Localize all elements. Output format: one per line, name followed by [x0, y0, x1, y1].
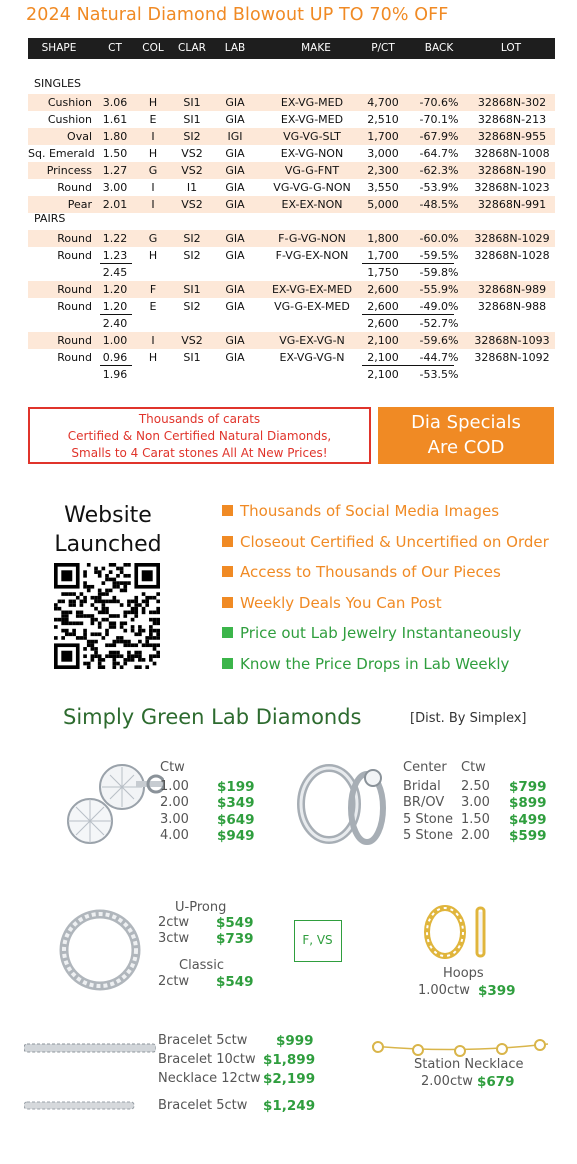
cell-lab: GIA — [225, 351, 245, 364]
cell-shape: Sq. Emerald — [28, 147, 95, 160]
cell-clar: I1 — [186, 181, 198, 194]
cell-pct: 2,100 — [367, 368, 399, 381]
table-row — [28, 315, 555, 332]
cell-col: G — [148, 232, 158, 245]
stud-price: $349 — [217, 795, 255, 812]
stud-earrings-icon — [24, 745, 164, 855]
stud-ctw: 2.00 — [160, 795, 189, 811]
cell-pct: 3,000 — [367, 147, 399, 160]
cell-lot: 32868N-1028 — [474, 249, 550, 262]
cell-make: EX-EX-NON — [281, 198, 343, 211]
cell-col: F — [149, 283, 157, 296]
cell-col: G — [148, 164, 158, 177]
cell-shape: Cushion — [47, 96, 92, 109]
stud-price: $649 — [217, 811, 255, 828]
cell-shape: Pear — [67, 198, 92, 211]
col-shape-header: SHAPE — [41, 42, 77, 54]
cell-back: -70.6% — [419, 96, 459, 109]
table-row — [28, 366, 555, 383]
cell-ct: 2.45 — [102, 266, 128, 279]
cell-lot: 32868N-1008 — [474, 147, 550, 160]
cell-ct: 1.61 — [102, 113, 128, 126]
cell-lot: 32868N-991 — [477, 198, 547, 211]
cell-pct: 2,100 — [367, 334, 399, 347]
cell-back: -44.7% — [419, 351, 459, 364]
cell-clar: VS2 — [181, 164, 203, 177]
pairs-label: PAIRS — [34, 212, 66, 225]
bracelet-name: Bracelet 5ctw — [158, 1098, 248, 1113]
cell-make: EX-VG-MED — [280, 113, 344, 126]
cell-col: H — [148, 147, 158, 160]
cell-pct: 2,510 — [367, 113, 399, 126]
hoops-label: Hoops — [443, 966, 484, 981]
table-row — [28, 128, 555, 145]
cell-col: I — [151, 198, 155, 211]
col-clar-header: CLAR — [178, 42, 206, 54]
ring-name: 5 Stone — [403, 811, 453, 827]
bullet-square-icon — [222, 536, 233, 547]
cell-shape: Round — [57, 181, 92, 194]
ring-name: 5 Stone — [403, 827, 453, 843]
cell-ct: 1.22 — [102, 232, 128, 245]
hoops-price: $399 — [478, 983, 516, 999]
bracelet-price: $1,899 — [263, 1052, 316, 1068]
table-row — [28, 332, 555, 349]
ring-ctw: 2.00 — [461, 827, 490, 843]
cell-ct: 3.06 — [102, 96, 128, 109]
ring-name: Bridal — [403, 779, 441, 794]
table-row — [28, 196, 555, 213]
hoops-ctw: 1.00ctw — [418, 983, 470, 998]
station-ctw: 2.00ctw — [421, 1074, 473, 1089]
hoop-earrings-icon — [415, 900, 505, 962]
cell-lab: GIA — [225, 181, 245, 194]
cell-back: -59.6% — [419, 334, 459, 347]
cell-lab: GIA — [225, 113, 245, 126]
cell-ct: 1.27 — [102, 164, 128, 177]
bracelet-name: Bracelet 10ctw — [158, 1052, 256, 1067]
col-make-header: MAKE — [301, 42, 331, 54]
bracelet-name: Bracelet 5ctw — [158, 1033, 248, 1048]
cell-clar: SI2 — [183, 300, 201, 313]
uprong-price: $549 — [216, 915, 254, 931]
cell-col: I — [151, 181, 155, 194]
cell-pct: 3,550 — [367, 181, 399, 194]
cell-pct: 4,700 — [367, 96, 399, 109]
cell-lab: IGI — [227, 130, 243, 143]
website-title: Launched — [54, 532, 162, 557]
table-row — [28, 349, 555, 366]
feature-text: Know the Price Drops in Lab Weekly — [240, 654, 510, 673]
table-row — [28, 145, 555, 162]
cell-make: VG-EX-VG-N — [279, 334, 345, 347]
table-row — [28, 111, 555, 128]
studs-header: Ctw — [160, 760, 185, 775]
table-header-row — [28, 38, 555, 59]
cell-back: -67.9% — [419, 130, 459, 143]
uprong-price: $739 — [216, 931, 254, 947]
rings-header-center: Center — [403, 760, 447, 775]
cell-make: VG-G-FNT — [284, 164, 340, 177]
cell-col: I — [151, 334, 155, 347]
cell-ct: 0.96 — [102, 351, 128, 364]
cell-make: EX-VG-EX-MED — [271, 283, 353, 296]
col-col-header: COL — [142, 42, 164, 54]
cell-make: EX-VG-MED — [280, 96, 344, 109]
cell-lot: 32868N-213 — [477, 113, 547, 126]
cell-pct: 1,800 — [367, 232, 399, 245]
cell-shape: Princess — [46, 164, 92, 177]
cell-col: H — [148, 351, 158, 364]
cell-shape: Cushion — [47, 113, 92, 126]
bracelet-price: $1,249 — [263, 1098, 316, 1114]
cell-back: -49.0% — [419, 300, 459, 313]
cell-ct: 1.00 — [102, 334, 128, 347]
cell-make: EX-VG-VG-N — [279, 351, 345, 364]
classic-price: $549 — [216, 974, 254, 990]
lab-title: Simply Green Lab Diamonds — [63, 705, 362, 729]
stud-price: $949 — [217, 827, 255, 844]
bracelet-name: Necklace 12ctw — [158, 1071, 261, 1086]
col-lot-header: LOT — [500, 42, 522, 54]
ring-ctw: 1.50 — [461, 811, 490, 827]
cell-clar: SI2 — [183, 249, 201, 262]
stud-ctw: 1.00 — [160, 779, 189, 794]
cell-lot: 32868N-302 — [477, 96, 547, 109]
table-row — [28, 94, 555, 111]
cell-back: -53.9% — [419, 181, 459, 194]
table-row — [28, 264, 555, 281]
cell-col: H — [148, 249, 158, 262]
cell-lab: GIA — [225, 249, 245, 262]
cell-col: I — [151, 130, 155, 143]
headline: 2024 Natural Diamond Blowout UP TO 70% OFF — [26, 5, 449, 25]
cell-back: -59.8% — [419, 266, 459, 279]
cell-lab: GIA — [225, 96, 245, 109]
table-row — [28, 247, 555, 264]
cell-shape: Round — [57, 283, 92, 296]
bullet-square-icon — [222, 627, 233, 638]
cell-shape: Round — [57, 334, 92, 347]
cell-shape: Round — [57, 351, 92, 364]
cell-lot: 32868N-1023 — [474, 181, 550, 194]
uprong-label: U-Prong — [175, 900, 227, 915]
cell-lot: 32868N-989 — [477, 283, 547, 296]
cell-clar: SI2 — [183, 130, 201, 143]
cell-shape: Oval — [67, 130, 92, 143]
cell-make: F-G-VG-NON — [278, 232, 346, 245]
website-title: Website — [64, 503, 152, 528]
lab-dist: [Dist. By Simplex] — [410, 711, 527, 726]
cell-clar: SI2 — [183, 232, 201, 245]
cell-make: F-VG-EX-NON — [275, 249, 349, 262]
cell-lot: 32868N-1093 — [474, 334, 550, 347]
feature-text: Thousands of Social Media Images — [240, 502, 500, 520]
cell-ct: 1.80 — [102, 130, 128, 143]
feature-text: Closeout Certified & Uncertified on Order — [240, 532, 549, 551]
qr-code-icon[interactable] — [54, 563, 160, 669]
ring-ctw: 3.00 — [461, 795, 490, 811]
grade-text: F, VS — [302, 933, 333, 947]
cell-back: -62.3% — [419, 164, 459, 177]
ring-price: $599 — [509, 827, 547, 844]
cell-ct: 2.40 — [102, 317, 128, 330]
promo-line: Smalls to 4 Carat stones All At New Prices! — [71, 446, 328, 460]
cell-lab: GIA — [225, 164, 245, 177]
rings-header-ctw: Ctw — [461, 760, 486, 775]
grade-box — [294, 920, 342, 962]
feature-text: Price out Lab Jewelry Instantaneously — [240, 624, 522, 642]
feature-text: Access to Thousands of Our Pieces — [240, 563, 501, 581]
col-ct-header: CT — [108, 42, 122, 54]
table-row — [28, 298, 555, 315]
cell-back: -64.7% — [419, 147, 459, 160]
cell-shape: Round — [57, 249, 92, 262]
bullet-square-icon — [222, 566, 233, 577]
cell-back: -52.7% — [419, 317, 459, 330]
cell-lab: GIA — [225, 232, 245, 245]
cell-ct: 3.00 — [102, 181, 128, 194]
col-back-header: BACK — [424, 42, 454, 54]
cell-lab: GIA — [225, 283, 245, 296]
col-pct-header: P/CT — [371, 42, 395, 54]
cell-ct: 1.23 — [102, 249, 128, 262]
cell-pct: 2,600 — [367, 317, 399, 330]
cell-clar: SI1 — [183, 351, 201, 364]
stud-ctw: 3.00 — [160, 811, 189, 827]
cell-back: -53.5% — [419, 368, 459, 381]
feature-text: Weekly Deals You Can Post — [240, 593, 442, 612]
table-row — [28, 179, 555, 196]
cell-col: E — [149, 300, 157, 313]
cell-col: H — [148, 96, 158, 109]
cod-line: Dia Specials — [411, 412, 521, 433]
bracelet-price: $999 — [276, 1033, 314, 1049]
eternity-band-icon — [55, 905, 145, 995]
cell-col: E — [149, 113, 157, 126]
cell-make: VG-VG-G-NON — [273, 181, 351, 194]
cell-pct: 1,700 — [367, 249, 399, 262]
bullet-square-icon — [222, 505, 233, 516]
cell-lab: GIA — [225, 147, 245, 160]
cell-shape: Round — [57, 232, 92, 245]
uprong-ctw: 2ctw — [158, 915, 190, 930]
cell-pct: 2,100 — [367, 351, 399, 364]
cell-back: -55.9% — [419, 283, 459, 296]
bracelet-price: $2,199 — [263, 1071, 316, 1087]
cell-lab: GIA — [225, 300, 245, 313]
cell-lot: 32868N-955 — [477, 130, 547, 143]
cell-clar: SI1 — [183, 96, 201, 109]
uprong-ctw: 3ctw — [158, 931, 190, 946]
cell-pct: 2,600 — [367, 300, 399, 313]
cod-line: Are COD — [427, 437, 505, 458]
stud-price: $199 — [217, 779, 255, 795]
cell-clar: VS2 — [181, 147, 203, 160]
cell-lab: GIA — [225, 334, 245, 347]
cell-clar: VS2 — [181, 334, 203, 347]
rings-icon — [295, 758, 395, 848]
table-row — [28, 281, 555, 298]
station-necklace-icon — [368, 1038, 553, 1058]
cell-lot: 32868N-1092 — [474, 351, 550, 364]
cell-make: VG-G-EX-MED — [274, 300, 350, 313]
cell-pct: 5,000 — [367, 198, 399, 211]
ring-ctw: 2.50 — [461, 779, 490, 794]
table-row — [28, 230, 555, 247]
cell-ct: 1.96 — [102, 368, 128, 381]
cell-shape: Round — [57, 300, 92, 313]
cell-ct: 2.01 — [102, 198, 128, 211]
cell-pct: 1,750 — [367, 266, 399, 279]
tennis-bracelets-icon — [24, 1040, 156, 1120]
cell-lot: 32868N-190 — [477, 164, 547, 177]
cell-lot: 32868N-1029 — [474, 232, 550, 245]
table-row — [28, 162, 555, 179]
cell-make: VG-VG-SLT — [283, 130, 341, 143]
cell-back: -60.0% — [419, 232, 459, 245]
cell-ct: 1.50 — [102, 147, 128, 160]
ring-price: $899 — [509, 795, 547, 812]
ring-price: $799 — [509, 779, 547, 795]
cod-box — [378, 407, 554, 464]
singles-label: SINGLES — [34, 77, 82, 90]
cell-clar: SI1 — [183, 283, 201, 296]
ring-price: $499 — [509, 811, 547, 828]
station-price: $679 — [477, 1074, 515, 1090]
cell-ct: 1.20 — [102, 300, 128, 313]
cell-clar: VS2 — [181, 198, 203, 211]
promo-line: Thousands of carats — [138, 412, 261, 426]
cell-lab: GIA — [225, 198, 245, 211]
bullet-square-icon — [222, 597, 233, 608]
col-lab-header: LAB — [224, 42, 246, 54]
cell-pct: 2,300 — [367, 164, 399, 177]
promo-box — [28, 407, 371, 464]
cell-clar: SI1 — [183, 113, 201, 126]
cell-back: -59.5% — [419, 249, 459, 262]
stud-ctw: 4.00 — [160, 827, 189, 843]
cell-lot: 32868N-988 — [477, 300, 547, 313]
bullet-square-icon — [222, 658, 233, 669]
cell-pct: 1,700 — [367, 130, 399, 143]
ring-name: BR/OV — [403, 795, 445, 811]
cell-back: -48.5% — [419, 198, 459, 211]
cell-pct: 2,600 — [367, 283, 399, 296]
cell-back: -70.1% — [419, 113, 459, 126]
cell-ct: 1.20 — [102, 283, 128, 296]
classic-ctw: 2ctw — [158, 974, 190, 989]
cell-make: EX-VG-NON — [280, 147, 344, 160]
station-label: Station Necklace — [414, 1057, 524, 1072]
promo-line: Certified & Non Certified Natural Diamonds, — [67, 429, 332, 443]
classic-label: Classic — [179, 958, 224, 973]
